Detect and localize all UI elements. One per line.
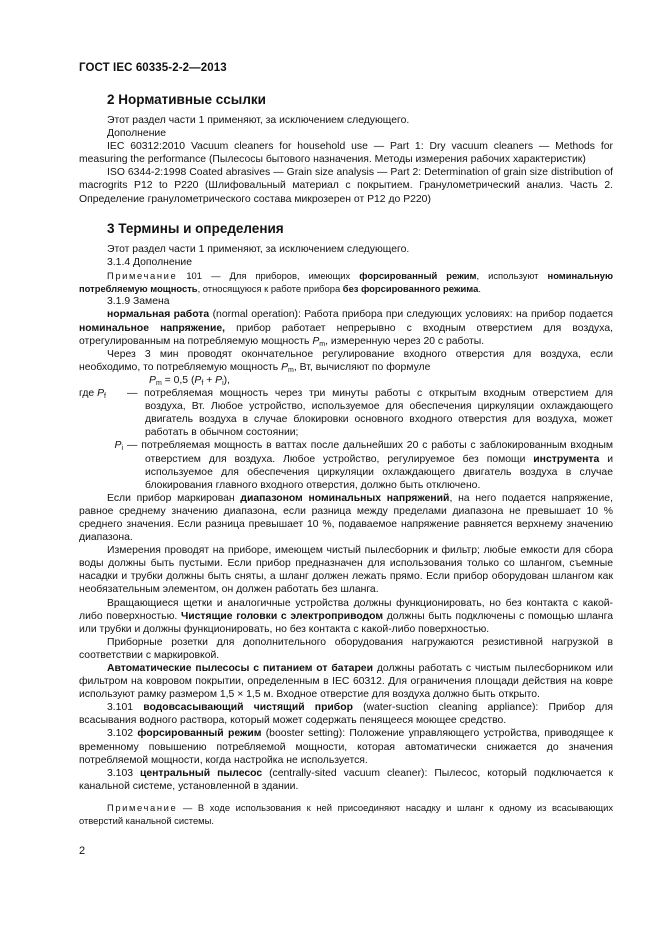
paragraph: Если прибор маркирован диапазоном номинальных напряжений, на него подается напряжение, равное среднему значению диапазона, если разница между пределами диапазона не превышает 10 % среднего значения. Если разница превышает 10 %, подаваемое напряжение равняется верхнему значению диапазона.	[79, 492, 613, 544]
paragraph: Этот раздел части 1 применяют, за исключением следующего.	[107, 244, 410, 255]
section-2-title: 2 Нормативные ссылки	[107, 92, 266, 107]
paragraph: Приборные розетки для дополнительного оборудования нагружаются резистивной нагрузкой в соответствии с маркировкой.	[79, 636, 613, 661]
paragraph: Через 3 мин проводят окончательное регулирование входного отверстия для воздуха, если необходимо, то потребляемую мощность $P_m$, Вт, вычисляют по формуле	[79, 348, 613, 374]
paragraph: Дополнение	[107, 128, 167, 140]
page-number: 2	[79, 845, 86, 857]
paragraph: Автоматические пылесосы с питанием от батареи должны работать с чистым пылесборником или фильтром на ковровом покрытии, определенным в IEC 60312. Для ограничения площади действия на ковре используют рамку размером 1,5 × 1,5 м. Входное отверстие для воздуха должно быть открыто.	[79, 663, 613, 701]
definition-normal-operation: нормальная работа (normal operation): Работа прибора при следующих условиях: на прибор подается номинальное напряжение, прибор работает непрерывно с входным отверстием для воздуха, отрегулированным на потребляемую мощность $P_m$, измеренную через 20 с работы.	[79, 309, 613, 348]
formula: $P_m = 0,5$ $(P_f + P_i)$,	[149, 374, 231, 387]
paragraph: 3.1.4 Дополнение	[107, 257, 193, 269]
note-label: Примечание	[107, 801, 178, 813]
paragraph: 3.1.9 Замена	[107, 296, 170, 308]
section-3-title: 3 Термины и определения	[107, 221, 284, 236]
paragraph: Вращающиеся щетки и аналогичные устройства должны функционировать, но без контакта с какой-либо поверхностью. Чистящие головки с электроприводом должны быть подключены с помощью шланга или трубки и должны функционировать, но без контакта с какой-либо поверхностью.	[79, 597, 613, 635]
reference-iso-6344-2: ISO 6344-2:1998 Coated abrasives — Grain size analysis — Part 2: Determination of grain size distribution of macrogrits P12 to P220 (Шлифовальный материал с покрытием. Гранулометрический анализ. Часть 2. Определение гранулометрического состава микрозерен от P12 до P220)	[79, 167, 613, 205]
formula-definitions	[79, 387, 613, 492]
section-3-body	[79, 243, 613, 827]
definition-3-101: 3.101 водовсасывающий чистящий прибор (water-suction cleaning appliance): Прибор для всасывания водного раствора, который может содержать пенящееся моющее средство.	[79, 702, 613, 727]
definition-3-103: 3.103 центральный пылесос (centrally-sited vacuum cleaner): Пылесос, который подключается к канальной системе, установленной в здании.	[79, 767, 614, 792]
definition-3-102: 3.102 форсированный режим (booster setting): Положение управляющего устройства, приводящее к временному повышению потребляемой мощности, которая автоматически снижается до значения потребляемой мощности, когда настройка не используется.	[79, 728, 614, 766]
section-2-body	[79, 114, 613, 206]
definition-pi: $P_i$ — потребляемая мощность в ваттах после дальнейших 20 с работы с заблокированным входным отверстием для воздуха. Любое устройство, регулируемое без помощи инструмента и используемое для обеспечения циркуляции охлаждающего двигатель воздуха в случае блокирования главного входного отверстия, должно быть отключено.	[114, 440, 614, 491]
reference-iec-60312: IEC 60312:2010 Vacuum cleaners for household use — Part 1: Dry vacuum cleaners — Methods for measuring the performance (Пылесосы бытового назначения. Методы измерения рабочих характеристик)	[79, 141, 613, 166]
paragraph: Этот раздел части 1 применяют, за исключением следующего.	[107, 115, 410, 126]
note-label: Примечание	[107, 270, 178, 282]
note-central-cleaner: Примечание — В ходе использования к ней присоединяют насадку и шланг к одному из всасывающих отверстий канальной системы.	[79, 801, 613, 827]
document-header: ГОСТ IEC 60335-2-2—2013	[79, 62, 227, 74]
paragraph: Измерения проводят на приборе, имеющем чистый пылесборник и фильтр; любые емкости для сбора воды должны быть пустыми. Если прибор предназначен для использования только со шлангом, съемные насадки и трубки должны быть сняты, а шланг должен лежать прямо. Если прибор оборудован шлангом как необязательным элементом, он должен работать без шланга.	[79, 545, 613, 596]
note-101: Примечание 101 — Для приборов, имеющих форсированный режим, используют номинальную потребляемую мощность, относящуюся к работе прибора без форсированного режима.	[79, 270, 613, 295]
definition-pf: где $P_f$ — потребляемая мощность через три минуты работы с открытым входным отверстием для воздуха, Вт. Любое устройство, используемое для обеспечения циркуляции охлаждающего двигатель воздуха в случае блокировки основного входного отверстия для воздуха, может работать в обычном состоянии;	[79, 388, 613, 439]
